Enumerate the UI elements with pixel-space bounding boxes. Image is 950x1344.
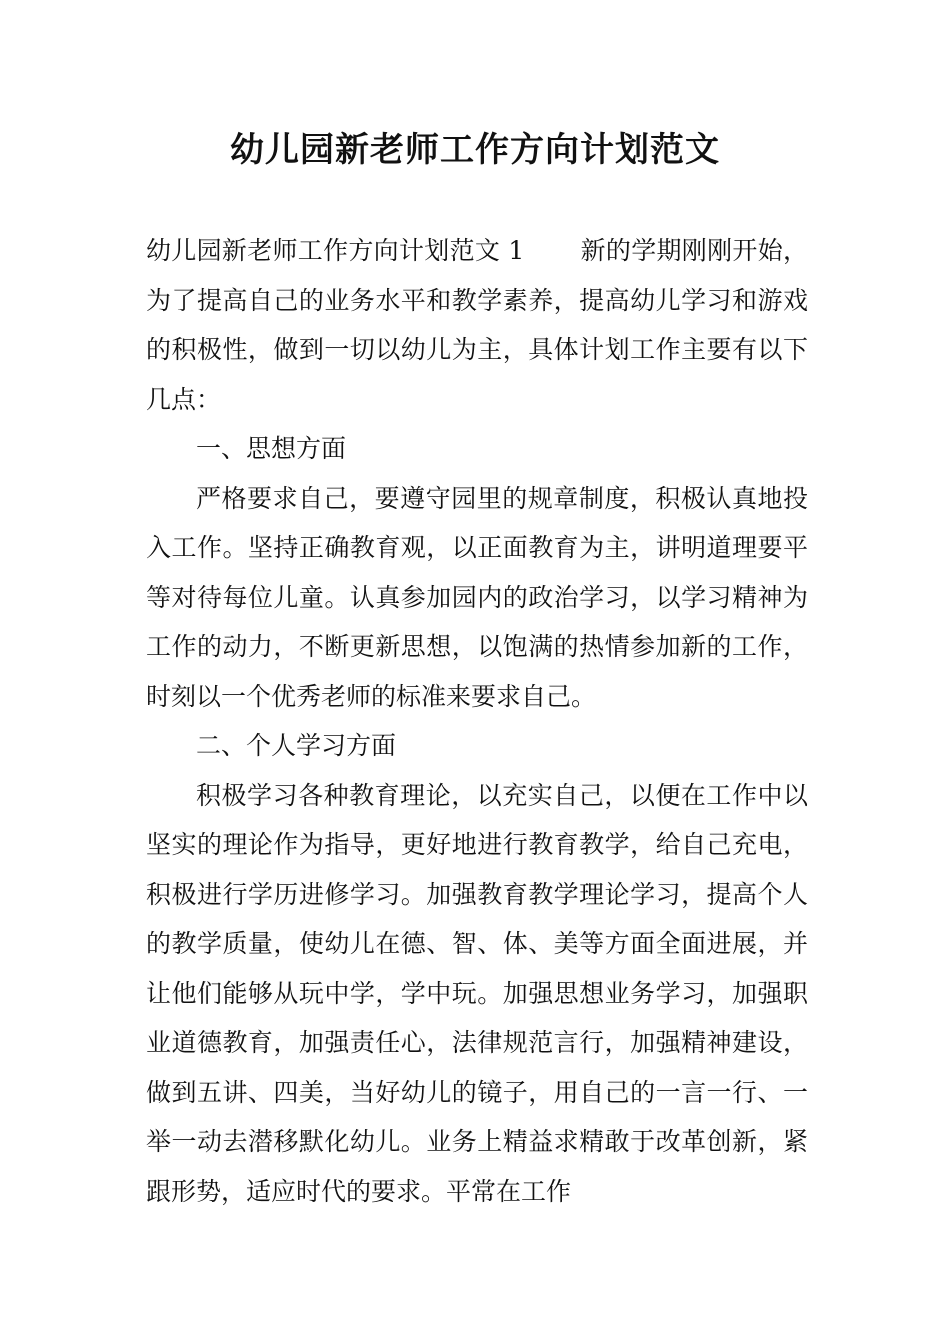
section-heading-study: 二、个人学习方面 <box>196 731 397 760</box>
intro-paragraph <box>146 226 808 424</box>
section-paragraph-study: 积极学习各种教育理论，以充实自己，以便在工作中以坚实的理论作为指导，更好地进行教育教学，给自己充电，积极进行学历进修学习。加强教育教学理论学习，提高个人的教学质量，使幼儿在德、智、体、美等方面全面进展，并让他们能够从玩中学，学中玩。加强思想业务学习，加强职业道德教育，加强责任心，法律规范言行，加强精神建设，做到五讲、四美，当好幼儿的镜子，用自己的一言一行、一举一动去潜移默化幼儿。业务上精益求精敢于改革创新，紧跟形势，适应时代的要求。平常在工作 <box>146 780 808 1206</box>
section-paragraph-thought: 严格要求自己，要遵守园里的规章制度，积极认真地投入工作。坚持正确教育观，以正面教育为主，讲明道理要平等对待每位儿童。认真参加园内的政治学习，以学习精神为工作的动力，不断更新思想，以饱满的热情参加新的工作，时刻以一个优秀老师的标准来要求自己。 <box>146 483 808 711</box>
intro-text: 新的学期刚刚开始，为了提高自己的业务水平和教学素养，提高幼儿学习和游戏的积极性，做到一切以幼儿为主，具体计划工作主要有以下几点： <box>146 236 808 414</box>
intro-heading: 幼儿园新老师工作方向计划范文 1 <box>146 236 525 265</box>
section-heading-thought: 一、思想方面 <box>196 434 347 463</box>
document-title: 幼儿园新老师工作方向计划范文 <box>230 130 720 170</box>
document-body <box>146 226 808 1216</box>
